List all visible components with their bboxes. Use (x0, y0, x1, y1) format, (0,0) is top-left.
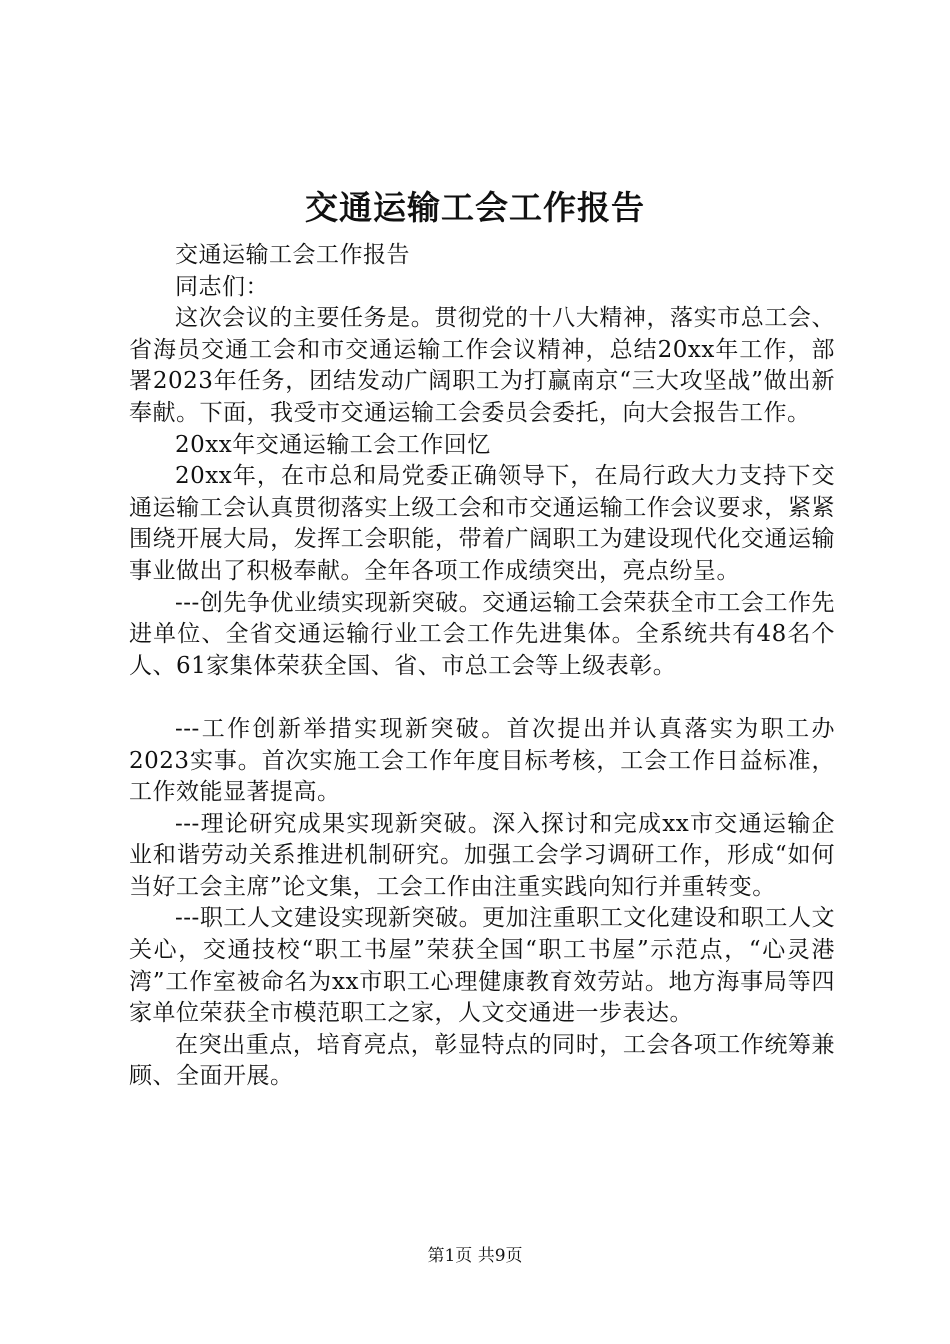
document-title: 交通运输工会工作报告 (305, 188, 645, 227)
section-heading: 20xx年交通运输工会工作回忆 (175, 431, 491, 458)
page-number: 第1页 (427, 1246, 473, 1266)
subtitle-paragraph: 交通运输工会工作报告 (175, 242, 410, 268)
closing-paragraph: 在突出重点，培育亮点，彰显特点的同时，工会各项工作统筹兼顾、全面开展。 (129, 1031, 835, 1090)
intro-paragraph: 这次会议的主要任务是。贯彻党的十八大精神，落实市总工会、省海员交通工会和市交通运输工作会议精神，总结20xx年工作，部署2023年任务，团结发动广阔职工为打赢南京“三大攻坚战”做出新奉献。下面，我受市交通运输工会委员会委托，向大会报告工作。 (129, 305, 835, 426)
achievement-paragraph-2: ---工作创新举措实现新突破。首次提出并认真落实为职工办2023实事。首次实施工会工作年度目标考核，工会工作日益标准，工作效能显著提高。 (129, 715, 835, 806)
achievement-paragraph-4: ---职工人文建设实现新突破。更加注重职工文化建设和职工人文关心，交通技校“职工书屋”荣获全国“职工书屋”示范点，“心灵港湾”工作室被命名为xx市职工心理健康教育效劳站。地方海事局等四家单位荣获全市模范职工之家，人文交通进一步表达。 (129, 905, 835, 1027)
review-paragraph: 20xx年，在市总和局党委正确领导下，在局行政大力支持下交通运输工会认真贯彻落实上级工会和市交通运输工作会议要求，紧紧围绕开展大局，发挥工会职能，带着广阔职工为建设现代化交通运输事业做出了积极奉献。全年各项工作成绩突出，亮点纷呈。 (129, 463, 835, 584)
salutation-paragraph: 同志们： (175, 273, 269, 300)
page-total: 共9页 (477, 1246, 523, 1266)
achievement-paragraph-3: ---理论研究成果实现新突破。深入探讨和完成xx市交通运输企业和谐劳动关系推进机制研究。加强工会学习调研工作，形成“如何当好工会主席”论文集，工会工作由注重实践向知行并重转变。 (129, 810, 835, 900)
achievement-paragraph-1: ---创先争优业绩实现新突破。交通运输工会荣获全市工会工作先进单位、全省交通运输行业工会工作先进集体。全系统共有48名个人、61家集体荣获全国、省、市总工会等上级表彰。 (129, 589, 835, 679)
document-body (129, 240, 835, 1093)
page-footer (0, 1244, 950, 1268)
